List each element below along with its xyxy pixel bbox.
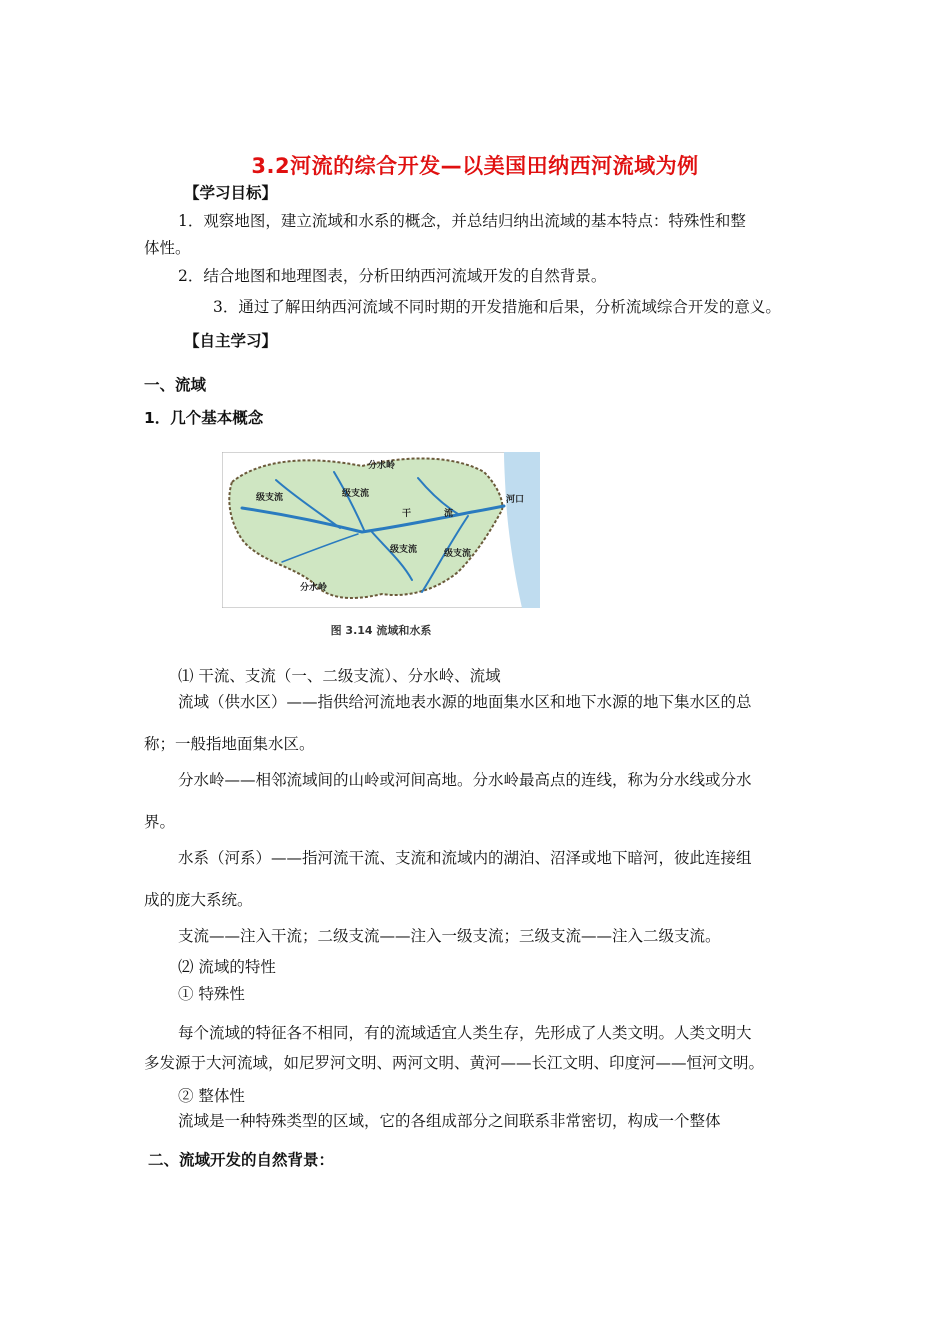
body-p7: ① 特殊性	[178, 985, 245, 1003]
label-tributary-2: 级支流	[342, 489, 370, 499]
body-p1: ⑴ 干流、支流（一、二级支流）、分水岭、流域	[178, 667, 501, 685]
label-watershed-bottom: 分水岭	[300, 583, 328, 593]
body-p4-line2: 成的庞大系统。	[144, 891, 253, 909]
label-tributary-1: 级支流	[256, 493, 284, 503]
objective-3: 3．通过了解田纳西河流域不同时期的开发措施和后果，分析流域综合开发的意义。	[213, 298, 781, 316]
self-study-heading: 【自主学习】	[184, 332, 278, 350]
label-estuary: 河口	[506, 495, 525, 505]
body-p2-line1: 流域（供水区）——指供给河流地表水源的地面集水区和地下水源的地下集水区的总	[178, 693, 752, 711]
label-tributary-4: 级支流	[444, 549, 472, 559]
body-p3-line2: 界。	[144, 813, 176, 831]
subsection-1-heading: 1．几个基本概念	[144, 409, 264, 427]
objective-1-line2: 体性。	[144, 239, 191, 257]
objective-1-line1: 1．观察地图，建立流域和水系的概念，并总结归纳出流域的基本特点：特殊性和整	[178, 212, 746, 230]
body-p5: 支流——注入干流；二级支流——注入一级支流；三级支流——注入二级支流。	[178, 927, 721, 945]
body-p9: ② 整体性	[178, 1087, 245, 1105]
label-watershed-top: 分水岭	[368, 461, 396, 471]
label-tributary-3: 级支流	[390, 545, 418, 555]
body-p4-line1: 水系（河系）——指河流干流、支流和流域内的湖泊、沼泽或地下暗河，彼此连接组	[178, 849, 752, 867]
label-main-liu: 流	[444, 509, 454, 519]
body-p8-line2: 多发源于大河流域，如尼罗河文明、两河文明、黄河——长江文明、印度河——恒河文明。	[144, 1054, 765, 1072]
body-p8-line1: 每个流域的特征各不相同，有的流域适宜人类生存，先形成了人类文明。人类文明大	[178, 1024, 752, 1042]
figure-caption: 图 3.14 流域和水系	[330, 624, 432, 637]
section-2-heading: 二、流域开发的自然背景：	[148, 1151, 335, 1169]
label-main-gan: 干	[402, 509, 412, 519]
section-1-heading: 一、流域	[144, 376, 207, 394]
objectives-heading: 【学习目标】	[184, 184, 278, 202]
river-basin-figure	[222, 452, 540, 608]
body-p3-line1: 分水岭——相邻流域间的山岭或河间高地。分水岭最高点的连线，称为分水线或分水	[178, 771, 752, 789]
page-title: 3.2河流的综合开发—以美国田纳西河流域为例	[251, 154, 699, 178]
body-p6: ⑵ 流域的特性	[178, 958, 276, 976]
body-p10: 流域是一种特殊类型的区域，它的各组成部分之间联系非常密切，构成一个整体	[178, 1112, 721, 1130]
objective-2: 2．结合地图和地理图表，分析田纳西河流域开发的自然背景。	[178, 267, 607, 285]
body-p2-line2: 称；一般指地面集水区。	[144, 735, 315, 753]
